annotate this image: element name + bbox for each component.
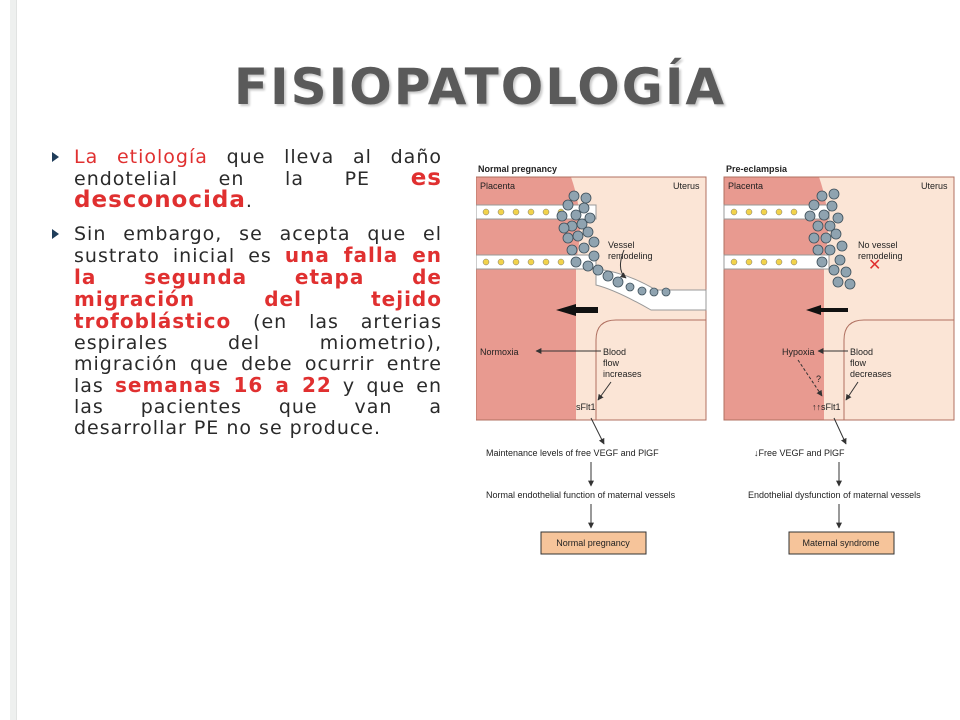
uterus-label: Uterus [921, 181, 948, 191]
bullet-item-1 [52, 147, 442, 212]
pathophysiology-figure [476, 160, 956, 570]
remodel-label-1: No vessel [858, 240, 898, 250]
pre-panel-header: Pre-eclampsia [726, 164, 788, 174]
bullet-arrow-icon [52, 229, 59, 239]
remodel-label-2: remodeling [858, 251, 903, 261]
normal-panel-header: Normal pregnancy [478, 164, 558, 174]
bullet-2-text-c: y que en las pacientes que van a desarrollar PE no se produce. [74, 375, 442, 439]
bullet-2-emphasis-b: semanas 16 a 22 [114, 373, 332, 397]
bullet-list [52, 147, 442, 451]
pre-step-2: Endothelial dysfunction of maternal vessels [748, 490, 921, 500]
flow-label-2: flow [850, 358, 867, 368]
oxygen-label: Hypoxia [782, 347, 815, 357]
oxygen-label: Normoxia [480, 347, 519, 357]
flow-label-3: decreases [850, 369, 892, 379]
placenta-label: Placenta [728, 181, 764, 191]
placenta-label: Placenta [480, 181, 516, 191]
flow-label-1: Blood [850, 347, 874, 357]
bullet-2-emphasis-a: una falla en la segunda etapa de migración del tejido trofoblástico [74, 243, 442, 333]
remodel-label-1: Vessel [608, 240, 635, 250]
normal-step-1: Maintenance levels of free VEGF and PlGF [486, 448, 659, 458]
bullet-2-text-b: (en las arterias espirales del miometrio), migración que debe ocurrir entre las [74, 311, 442, 397]
sflt-label: ↑↑sFlt1 [812, 402, 841, 412]
blocked-remodel-icon: ✕ [868, 257, 882, 274]
uterus-label: Uterus [673, 181, 700, 191]
normal-pregnancy-panel [476, 164, 706, 554]
normal-step-2: Normal endothelial function of maternal vessels [486, 490, 676, 500]
bullet-1-text: que lleva al daño endotelial en la PE [74, 146, 442, 190]
step-arrow-1 [591, 418, 604, 444]
remodel-label-2: remodeling [608, 251, 653, 261]
bullet-1-highlight: La etiología [74, 146, 208, 168]
bullet-2-text-a: Sin embargo, se acepta que el sustrato inicial es [74, 223, 442, 267]
flow-label-3: increases [603, 369, 642, 379]
pre-eclampsia-panel [724, 164, 954, 554]
pre-step-1: ↓Free VEGF and PlGF [754, 448, 845, 458]
slide-title: FISIOPATOLOGÍA [233, 58, 727, 116]
step-arrow-1 [834, 418, 846, 444]
bullet-1-period: . [245, 190, 253, 212]
normal-outcome-label: Normal pregnancy [556, 538, 630, 548]
bullet-1-emphasis: es desconocida [74, 165, 442, 213]
question-mark: ? [816, 374, 822, 384]
sflt-label: sFlt1 [576, 402, 596, 412]
flow-label-1: Blood [603, 347, 627, 357]
bullet-item-2 [52, 224, 442, 439]
pre-outcome-label: Maternal syndrome [802, 538, 880, 548]
bullet-arrow-icon [52, 152, 59, 162]
flow-label-2: flow [603, 358, 620, 368]
